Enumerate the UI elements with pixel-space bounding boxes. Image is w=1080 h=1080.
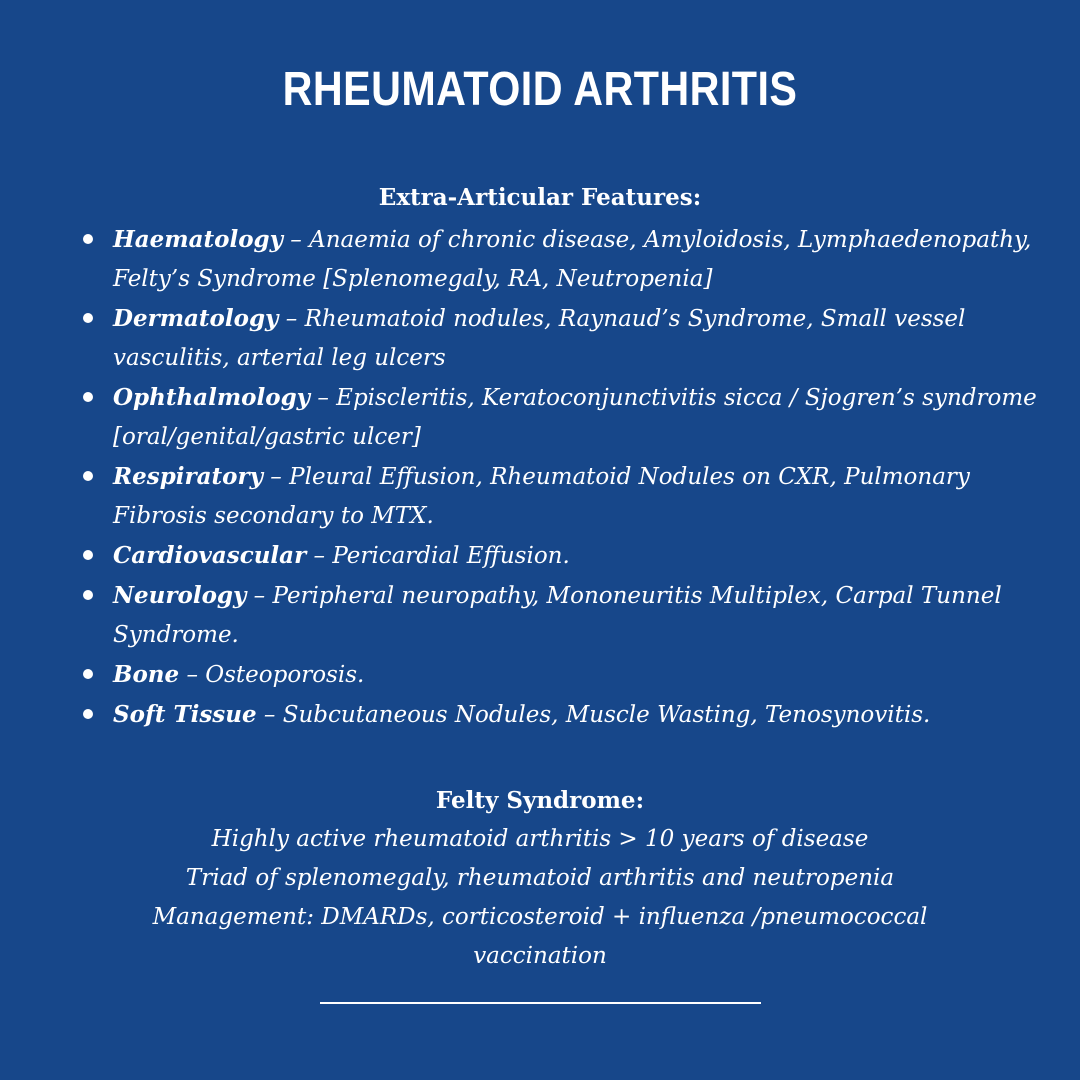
feature-separator: – <box>278 306 305 332</box>
feature-item-cardiovascular <box>78 536 1038 576</box>
bullet-icon <box>83 313 93 323</box>
feature-separator: – <box>310 385 337 411</box>
feature-term: Neurology <box>113 582 247 609</box>
feature-item-haematology <box>78 220 1038 299</box>
feature-item-neurology <box>78 576 1038 655</box>
feature-detail: Anaemia of chronic disease, Amyloidosis, Lymphaedenopathy, Felty’s Syndrome [Splenomegaly, RA, Neutropenia] <box>113 227 1032 292</box>
feature-separator: – <box>179 662 206 688</box>
feature-term: Soft Tissue <box>113 701 257 728</box>
feature-detail: Subcutaneous Nodules, Muscle Wasting, Tenosynovitis. <box>282 702 931 728</box>
feature-item-bone <box>78 655 1038 695</box>
feature-separator: – <box>246 583 273 609</box>
feature-detail: Episcleritis, Keratoconjunctivitis sicca / Sjogren’s syndrome [oral/genital/gastric ulcer] <box>113 385 1037 450</box>
feature-detail: Osteoporosis. <box>205 662 365 688</box>
feature-term: Cardiovascular <box>113 542 307 569</box>
feature-item-soft-tissue <box>78 695 1038 735</box>
feature-detail: Rheumatoid nodules, Raynaud’s Syndrome, Small vessel vasculitis, arterial leg ulcers <box>113 306 966 371</box>
feature-detail: Peripheral neuropathy, Mononeuritis Multiplex, Carpal Tunnel Syndrome. <box>113 583 1002 648</box>
felty-syndrome-text <box>100 820 980 976</box>
feature-term: Haematology <box>113 226 283 253</box>
felty-line: Management: DMARDs, corticosteroid + influenza /pneumococcal vaccination <box>152 904 928 969</box>
extra-articular-feature-list <box>78 220 1038 735</box>
feature-term: Ophthalmology <box>113 384 311 411</box>
feature-item-dermatology <box>78 299 1038 378</box>
bullet-icon <box>83 234 93 244</box>
bullet-icon <box>83 709 93 719</box>
bullet-icon <box>83 590 93 600</box>
felty-line: Triad of splenomegaly, rheumatoid arthritis and neutropenia <box>185 865 895 891</box>
bullet-icon <box>83 471 93 481</box>
bullet-icon <box>83 669 93 679</box>
feature-separator: – <box>283 227 310 253</box>
feature-item-ophthalmology <box>78 378 1038 457</box>
felty-line: Highly active rheumatoid arthritis > 10 years of disease <box>211 826 869 852</box>
bottom-divider <box>320 1002 761 1004</box>
feature-term: Bone <box>113 661 180 688</box>
feature-separator: – <box>256 702 283 728</box>
bullet-icon <box>83 550 93 560</box>
felty-syndrome-heading: Felty Syndrome: <box>435 787 645 814</box>
feature-separator: – <box>306 543 333 569</box>
feature-term: Dermatology <box>113 305 279 332</box>
feature-separator: – <box>262 464 290 490</box>
bullet-icon <box>83 392 93 402</box>
feature-item-respiratory <box>78 457 1038 536</box>
feature-term: Respiratory <box>113 463 263 490</box>
extra-articular-heading: Extra-Articular Features: <box>378 184 702 211</box>
feature-detail: Pericardial Effusion. <box>332 543 570 569</box>
page-title: RHEUMATOID ARTHRITIS <box>282 63 798 116</box>
feature-detail: Pleural Effusion, Rheumatoid Nodules on CXR, Pulmonary Fibrosis secondary to MTX. <box>113 464 970 529</box>
